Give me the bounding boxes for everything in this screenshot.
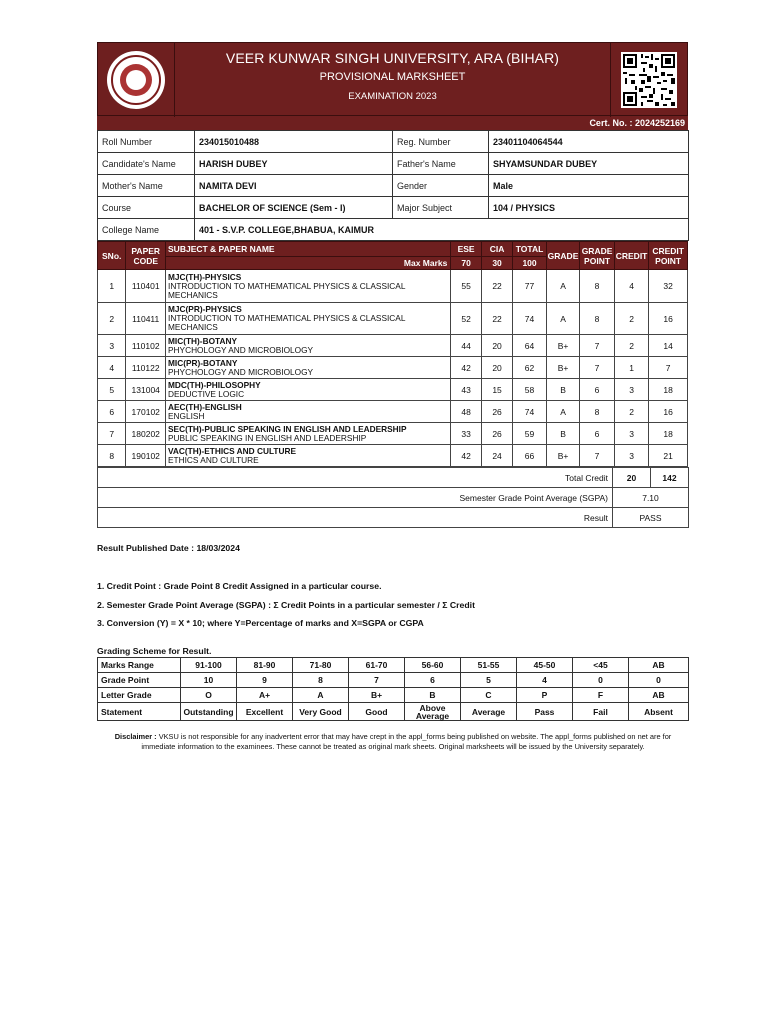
candidate-name-label: Candidate's Name — [98, 153, 195, 175]
max-marks-label: Max Marks — [166, 257, 451, 270]
grade-point-cell: 6 — [580, 423, 615, 445]
grading-cell: Average — [461, 703, 517, 721]
grading-cell: Outstanding — [181, 703, 237, 721]
grading-cell: B — [405, 688, 461, 703]
credit-point-cell: 16 — [649, 401, 688, 423]
grading-cell: 4 — [517, 673, 573, 688]
paper-type: VAC(TH)-ETHICS AND CULTURE — [168, 445, 296, 456]
info-row — [98, 131, 689, 153]
university-seal-icon — [107, 51, 165, 109]
sgpa-label: Semester Grade Point Average (SGPA) — [98, 488, 613, 508]
university-name: VEER KUNWAR SINGH UNIVERSITY, ARA (BIHAR) — [225, 50, 560, 66]
paper-code-cell: 131004 — [126, 379, 166, 401]
cia-cell: 22 — [481, 270, 512, 303]
cia-cell: 20 — [481, 335, 512, 357]
paper-type: MJC(TH)-PHYSICS — [168, 271, 242, 282]
total-max: 100 — [513, 257, 547, 270]
sno-cell: 1 — [98, 270, 126, 303]
roll-number-value: 234015010488 — [195, 131, 393, 153]
result-value: PASS — [613, 508, 689, 528]
grade-point-cell: 7 — [580, 335, 615, 357]
grading-scheme-title: Grading Scheme for Result. — [97, 646, 212, 656]
ese-header: ESE — [451, 242, 481, 257]
paper-code-cell: 110411 — [126, 303, 166, 335]
grade-cell: B — [546, 379, 580, 401]
grading-cell: Very Good — [293, 703, 349, 721]
course-value: BACHELOR OF SCIENCE (Sem - I) — [195, 197, 393, 219]
info-row — [98, 197, 689, 219]
grading-cell: 0 — [629, 673, 689, 688]
paper-code-cell: 110122 — [126, 357, 166, 379]
grading-row-label: Grade Point — [98, 673, 181, 688]
sno-cell: 2 — [98, 303, 126, 335]
grading-cell: <45 — [573, 658, 629, 673]
grading-cell: 0 — [573, 673, 629, 688]
summary-table — [97, 467, 689, 528]
grading-cell: Excellent — [237, 703, 293, 721]
grading-cell: 6 — [405, 673, 461, 688]
credit-cell: 1 — [614, 357, 649, 379]
grading-row-label: Marks Range — [98, 658, 181, 673]
credit-point-cell: 7 — [649, 357, 688, 379]
credit-point-cell: 18 — [649, 423, 688, 445]
ese-cell: 48 — [451, 401, 481, 423]
credit-point-cell: 18 — [649, 379, 688, 401]
total-credit-value: 20 — [613, 468, 651, 488]
subject-header: SUBJECT & PAPER NAME — [166, 242, 451, 257]
cia-max: 30 — [481, 257, 512, 270]
grading-cell: Above Average — [405, 703, 461, 721]
grading-cell: B+ — [349, 688, 405, 703]
qr-code-icon — [621, 52, 677, 108]
subject-cell — [166, 303, 451, 335]
paper-code-cell: 190102 — [126, 445, 166, 467]
qr-container — [610, 43, 687, 117]
paper-name: PHYCHOLOGY AND MICROBIOLOGY — [168, 344, 314, 355]
header-text — [175, 43, 610, 115]
cia-cell: 20 — [481, 357, 512, 379]
father-name-label: Father's Name — [393, 153, 489, 175]
total-cell: 62 — [513, 357, 547, 379]
grading-row — [98, 658, 689, 673]
cia-cell: 15 — [481, 379, 512, 401]
sno-cell: 3 — [98, 335, 126, 357]
major-subject-label: Major Subject — [393, 197, 489, 219]
subject-cell — [166, 335, 451, 357]
grade-point-cell: 6 — [580, 379, 615, 401]
paper-code-header: PAPER CODE — [126, 242, 166, 270]
total-credit-row — [98, 468, 689, 488]
sno-header: SNo. — [98, 242, 126, 270]
sno-cell: 7 — [98, 423, 126, 445]
grade-cell: A — [546, 401, 580, 423]
subject-rows — [98, 270, 688, 467]
ese-cell: 42 — [451, 445, 481, 467]
ese-cell: 33 — [451, 423, 481, 445]
grading-cell: 71-80 — [293, 658, 349, 673]
paper-name: ETHICS AND CULTURE — [168, 454, 259, 465]
subject-cell — [166, 401, 451, 423]
note-conversion: 3. Conversion (Y) = X * 10; where Y=Percentage of marks and X=SGPA or CGPA — [97, 618, 424, 628]
grade-point-cell: 8 — [580, 401, 615, 423]
table-row — [98, 270, 688, 303]
sgpa-row — [98, 488, 689, 508]
cia-header: CIA — [481, 242, 512, 257]
credit-cell: 3 — [614, 445, 649, 467]
grading-cell: Fail — [573, 703, 629, 721]
grading-cell: O — [181, 688, 237, 703]
ese-cell: 44 — [451, 335, 481, 357]
total-header: TOTAL — [513, 242, 547, 257]
grading-cell: Pass — [517, 703, 573, 721]
grade-point-cell: 8 — [580, 270, 615, 303]
ese-cell: 52 — [451, 303, 481, 335]
grading-row — [98, 673, 689, 688]
candidate-name-value: HARISH DUBEY — [195, 153, 393, 175]
grading-cell: 91-100 — [181, 658, 237, 673]
cia-cell: 24 — [481, 445, 512, 467]
total-cell: 74 — [513, 303, 547, 335]
student-info-table — [97, 130, 689, 241]
total-cell: 64 — [513, 335, 547, 357]
sno-cell: 5 — [98, 379, 126, 401]
paper-code-cell: 180202 — [126, 423, 166, 445]
credit-cell: 2 — [614, 335, 649, 357]
grading-cell: 61-70 — [349, 658, 405, 673]
paper-type: MJC(PR)-PHYSICS — [168, 304, 242, 314]
credit-cell: 2 — [614, 303, 649, 335]
grading-rows — [98, 658, 689, 721]
course-label: Course — [98, 197, 195, 219]
paper-name: PHYCHOLOGY AND MICROBIOLOGY — [168, 366, 314, 377]
total-cell: 66 — [513, 445, 547, 467]
table-row — [98, 303, 688, 335]
paper-name: PUBLIC SPEAKING IN ENGLISH AND LEADERSHIP — [168, 432, 367, 443]
credit-point-cell: 32 — [649, 270, 688, 303]
marks-header-row — [98, 242, 688, 257]
grading-row — [98, 703, 689, 721]
table-row — [98, 423, 688, 445]
paper-code-cell: 110102 — [126, 335, 166, 357]
grade-cell: A — [546, 270, 580, 303]
sno-cell: 4 — [98, 357, 126, 379]
grade-point-cell: 8 — [580, 303, 615, 335]
total-cell: 77 — [513, 270, 547, 303]
grade-cell: B — [546, 423, 580, 445]
total-credit-point-value: 142 — [651, 468, 689, 488]
sno-cell: 8 — [98, 445, 126, 467]
subject-cell — [166, 445, 451, 467]
disclaimer-text: VKSU is not responsible for any inadvertent error that may have crept in the appl_forms being published on website. The appl_forms published on net are for immediate information to the examinees. These cannot be treated as original mark sheets. Original marksheets will be issued by the University separately. — [141, 732, 672, 751]
paper-type: MIC(TH)-BOTANY — [168, 335, 237, 346]
credit-cell: 2 — [614, 401, 649, 423]
grading-cell: AB — [629, 688, 689, 703]
paper-type: SEC(TH)-PUBLIC SPEAKING IN ENGLISH AND LEADERSHIP — [168, 423, 407, 434]
grading-cell: 9 — [237, 673, 293, 688]
table-row — [98, 401, 688, 423]
paper-type: AEC(TH)-ENGLISH — [168, 401, 242, 412]
paper-type: MDC(TH)-PHILOSOPHY — [168, 379, 261, 390]
table-row — [98, 335, 688, 357]
grading-cell: 5 — [461, 673, 517, 688]
grading-cell: F — [573, 688, 629, 703]
total-cell: 74 — [513, 401, 547, 423]
credit-cell: 3 — [614, 379, 649, 401]
result-label: Result — [98, 508, 613, 528]
sno-cell: 6 — [98, 401, 126, 423]
grade-point-cell: 7 — [580, 445, 615, 467]
grading-scheme-table — [97, 657, 689, 721]
reg-number-label: Reg. Number — [393, 131, 489, 153]
grade-cell: B+ — [546, 445, 580, 467]
credit-point-header: CREDIT POINT — [649, 242, 688, 270]
major-subject-value: 104 / PHYSICS — [489, 197, 689, 219]
note-sgpa: 2. Semester Grade Point Average (SGPA) : Σ Credit Points in a particular semester / Σ Credit — [97, 600, 475, 610]
grading-cell: 81-90 — [237, 658, 293, 673]
ese-cell: 43 — [451, 379, 481, 401]
total-cell: 59 — [513, 423, 547, 445]
sgpa-value: 7.10 — [613, 488, 689, 508]
cia-cell: 26 — [481, 423, 512, 445]
grading-cell: Absent — [629, 703, 689, 721]
marksheet-header — [97, 42, 688, 116]
gender-label: Gender — [393, 175, 489, 197]
grade-cell: B+ — [546, 357, 580, 379]
grading-cell: 10 — [181, 673, 237, 688]
college-name-label: College Name — [98, 219, 195, 241]
credit-point-cell: 14 — [649, 335, 688, 357]
info-row — [98, 219, 689, 241]
grading-cell: Good — [349, 703, 405, 721]
grading-row — [98, 688, 689, 703]
grade-cell: B+ — [546, 335, 580, 357]
grading-cell: 8 — [293, 673, 349, 688]
credit-point-cell: 16 — [649, 303, 688, 335]
grading-cell: 7 — [349, 673, 405, 688]
ese-cell: 42 — [451, 357, 481, 379]
ese-cell: 55 — [451, 270, 481, 303]
cia-cell: 26 — [481, 401, 512, 423]
credit-header: CREDIT — [614, 242, 649, 270]
grade-header: GRADE — [546, 242, 580, 270]
mother-name-label: Mother's Name — [98, 175, 195, 197]
paper-type: MIC(PR)-BOTANY — [168, 357, 238, 368]
subject-cell — [166, 379, 451, 401]
reg-number-value: 23401104064544 — [489, 131, 689, 153]
subject-cell — [166, 270, 451, 303]
grade-cell: A — [546, 303, 580, 335]
marks-table — [97, 241, 688, 467]
paper-name: INTRODUCTION TO MATHEMATICAL PHYSICS & CLASSICAL MECHANICS — [168, 313, 406, 332]
paper-code-cell: 110401 — [126, 270, 166, 303]
credit-cell: 4 — [614, 270, 649, 303]
logo-container — [98, 43, 175, 117]
college-name-value: 401 - S.V.P. COLLEGE,BHABUA, KAIMUR — [195, 219, 689, 241]
certificate-number: Cert. No. : 2024252169 — [97, 116, 688, 130]
grading-cell: AB — [629, 658, 689, 673]
grading-cell: 51-55 — [461, 658, 517, 673]
disclaimer — [104, 732, 682, 751]
grade-point-cell: 7 — [580, 357, 615, 379]
gender-value: Male — [489, 175, 689, 197]
marksheet — [97, 42, 688, 528]
mother-name-value: NAMITA DEVI — [195, 175, 393, 197]
info-row — [98, 175, 689, 197]
total-credit-label: Total Credit — [98, 468, 613, 488]
credit-point-cell: 21 — [649, 445, 688, 467]
paper-name: DEDUCTIVE LOGIC — [168, 388, 245, 399]
roll-number-label: Roll Number — [98, 131, 195, 153]
grading-cell: C — [461, 688, 517, 703]
info-row — [98, 153, 689, 175]
ese-max: 70 — [451, 257, 481, 270]
exam-name: EXAMINATION 2023 — [348, 91, 437, 102]
disclaimer-label: Disclaimer : — [114, 732, 157, 741]
cia-cell: 22 — [481, 303, 512, 335]
paper-code-cell: 170102 — [126, 401, 166, 423]
credit-cell: 3 — [614, 423, 649, 445]
paper-name: ENGLISH — [168, 410, 205, 421]
grading-cell: A — [293, 688, 349, 703]
grading-row-label: Statement — [98, 703, 181, 721]
result-row — [98, 508, 689, 528]
note-credit-point: 1. Credit Point : Grade Point 8 Credit Assigned in a particular course. — [97, 581, 382, 591]
marksheet-title: PROVISIONAL MARKSHEET — [319, 71, 466, 83]
grading-row-label: Letter Grade — [98, 688, 181, 703]
grading-cell: P — [517, 688, 573, 703]
table-row — [98, 379, 688, 401]
subject-cell — [166, 357, 451, 379]
grading-cell: 45-50 — [517, 658, 573, 673]
table-row — [98, 357, 688, 379]
paper-name: INTRODUCTION TO MATHEMATICAL PHYSICS & CLASSICAL MECHANICS — [168, 280, 406, 300]
subject-cell — [166, 423, 451, 445]
grading-cell: A+ — [237, 688, 293, 703]
total-cell: 58 — [513, 379, 547, 401]
grading-cell: 56-60 — [405, 658, 461, 673]
grade-point-header: GRADE POINT — [580, 242, 615, 270]
table-row — [98, 445, 688, 467]
published-date: Result Published Date : 18/03/2024 — [97, 543, 240, 553]
father-name-value: SHYAMSUNDAR DUBEY — [489, 153, 689, 175]
